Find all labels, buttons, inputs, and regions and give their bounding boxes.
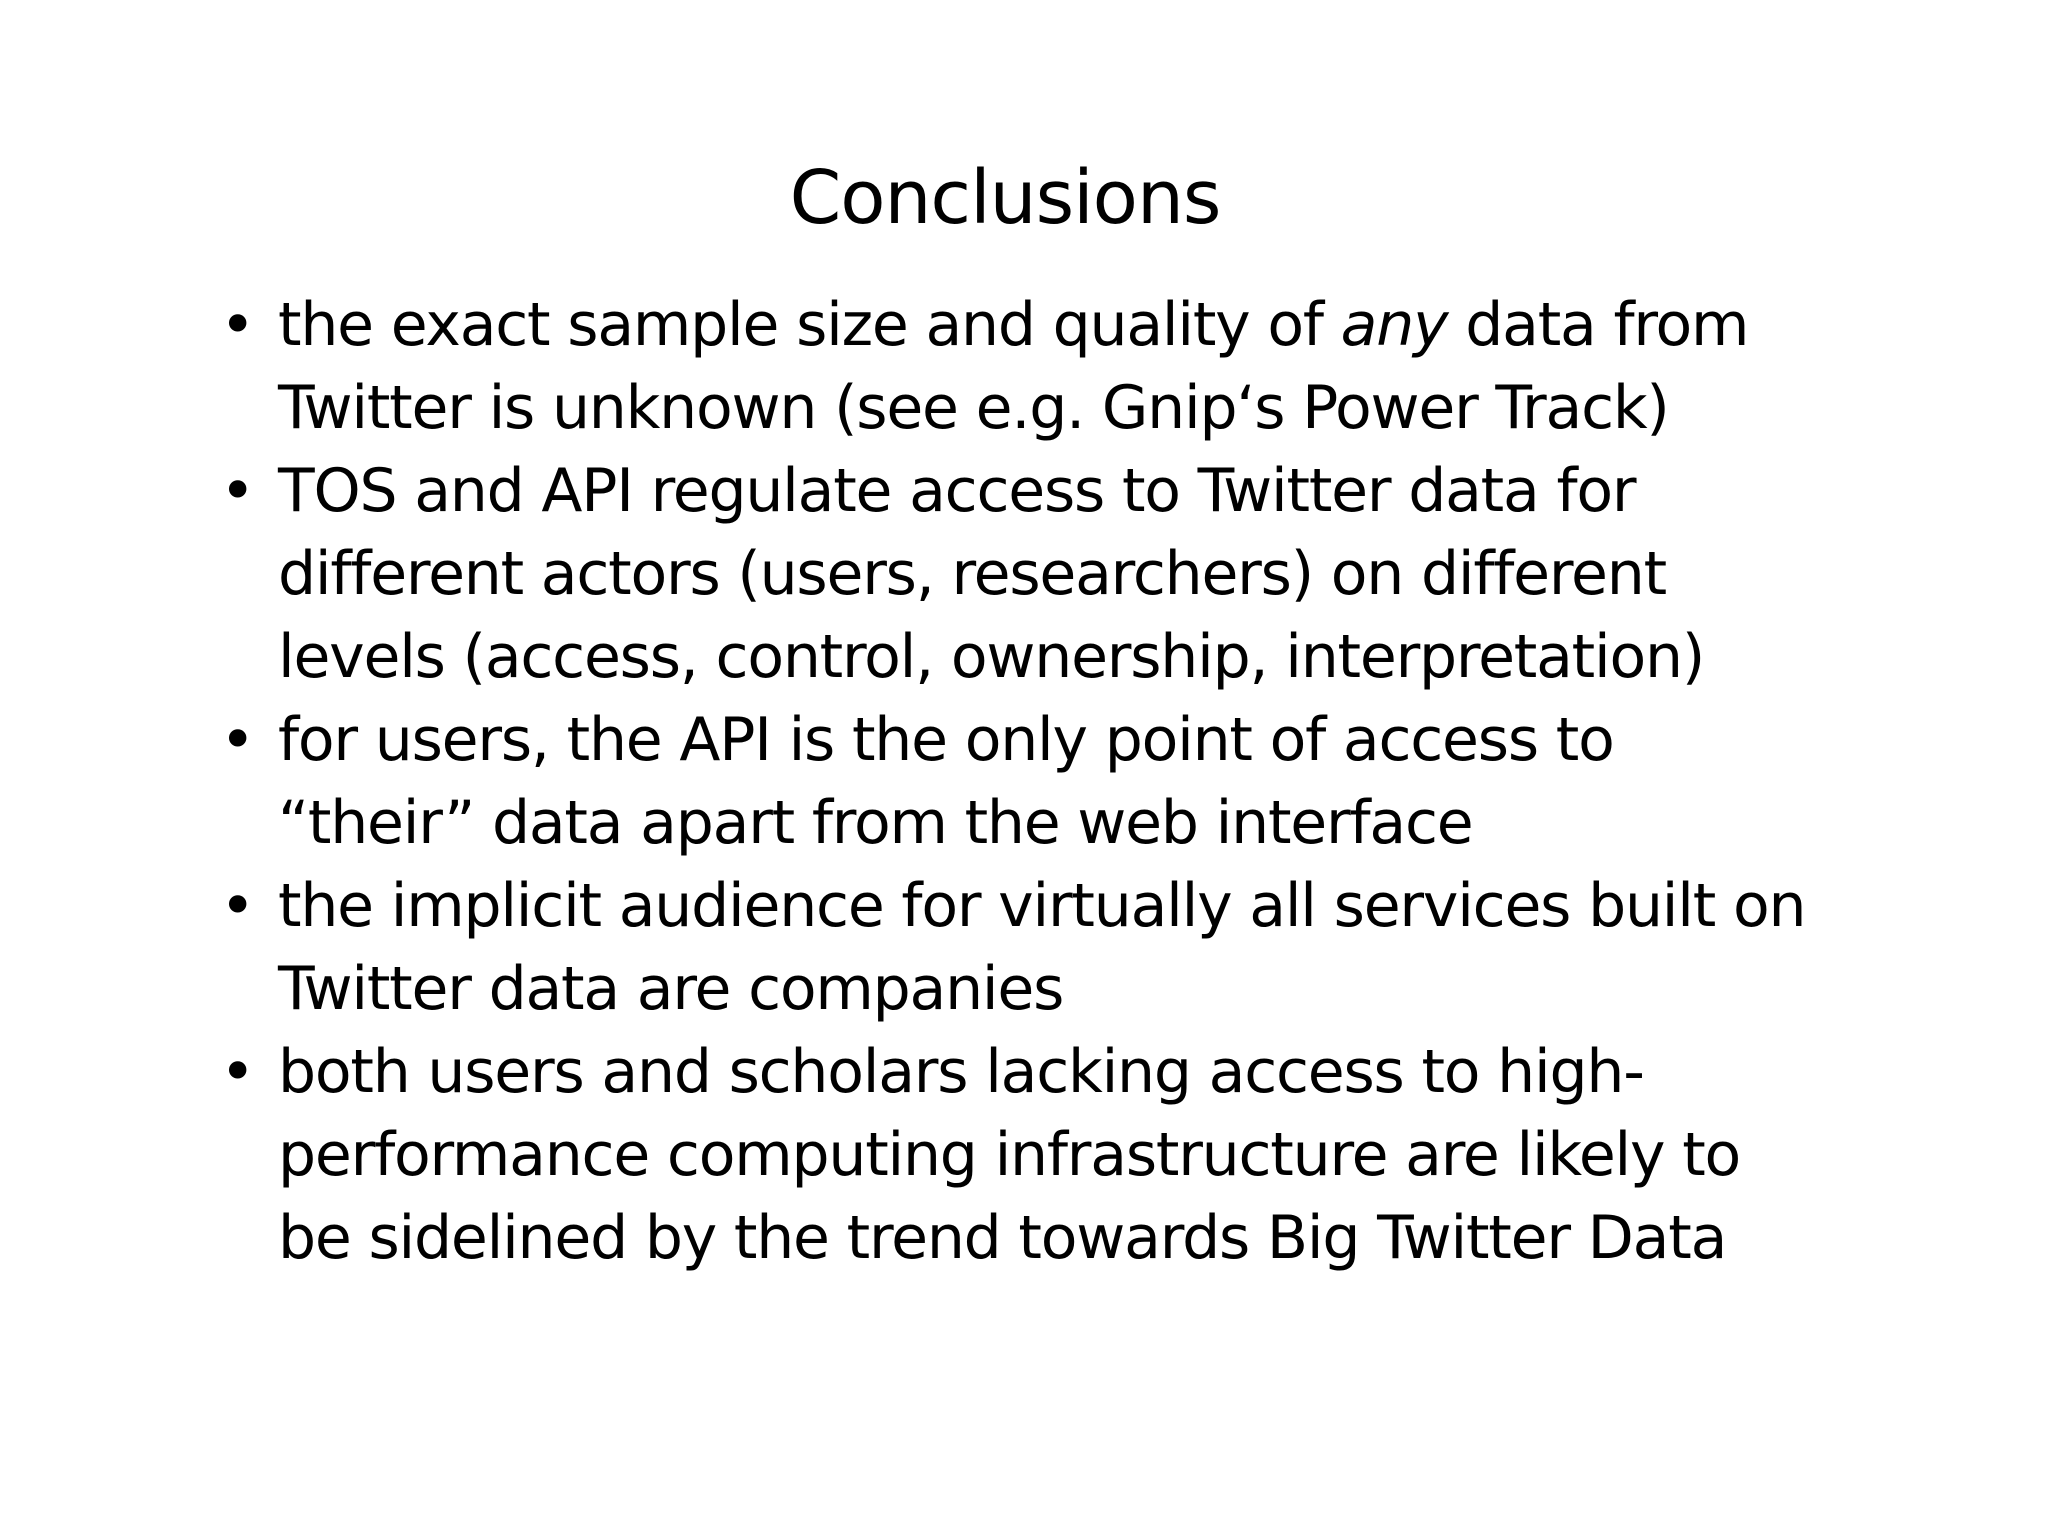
bullet-line: different actors (users, researchers) on different	[278, 539, 1666, 609]
slide-title: Conclusions	[789, 155, 1221, 241]
bullet-item	[216, 699, 1876, 865]
bullet-item	[216, 1031, 1876, 1280]
bullet-dot: •	[220, 290, 255, 360]
bullet-text: data from	[1447, 290, 1749, 360]
bullet-dot: •	[220, 456, 255, 526]
bullet-line: the implicit audience for virtually all services built on	[278, 871, 1806, 941]
bullet-dot: •	[220, 705, 255, 775]
bullet-line: be sidelined by the trend towards Big Twitter Data	[278, 1203, 1727, 1273]
bullet-item	[216, 284, 1876, 450]
bullet-list	[216, 284, 1876, 1280]
bullet-item	[216, 865, 1876, 1031]
bullet-item	[216, 450, 1876, 699]
bullet-line: Twitter data are companies	[278, 954, 1064, 1024]
bullet-emphasis: any	[1340, 290, 1448, 360]
bullet-dot: •	[220, 871, 255, 941]
bullet-line: TOS and API regulate access to Twitter data for	[278, 456, 1636, 526]
bullet-line: Twitter is unknown (see e.g. Gnip‘s Power Track)	[278, 373, 1669, 443]
bullet-line	[278, 284, 1876, 367]
bullet-line: “their” data apart from the web interface	[278, 788, 1473, 858]
bullet-line: performance computing infrastructure are likely to	[278, 1120, 1741, 1190]
bullet-line: for users, the API is the only point of access to	[278, 705, 1614, 775]
bullet-line: both users and scholars lacking access to high-	[278, 1037, 1644, 1107]
bullet-text: the exact sample size and quality of	[278, 290, 1341, 360]
bullet-dot: •	[220, 1037, 255, 1107]
bullet-line: levels (access, control, ownership, interpretation)	[278, 622, 1705, 692]
